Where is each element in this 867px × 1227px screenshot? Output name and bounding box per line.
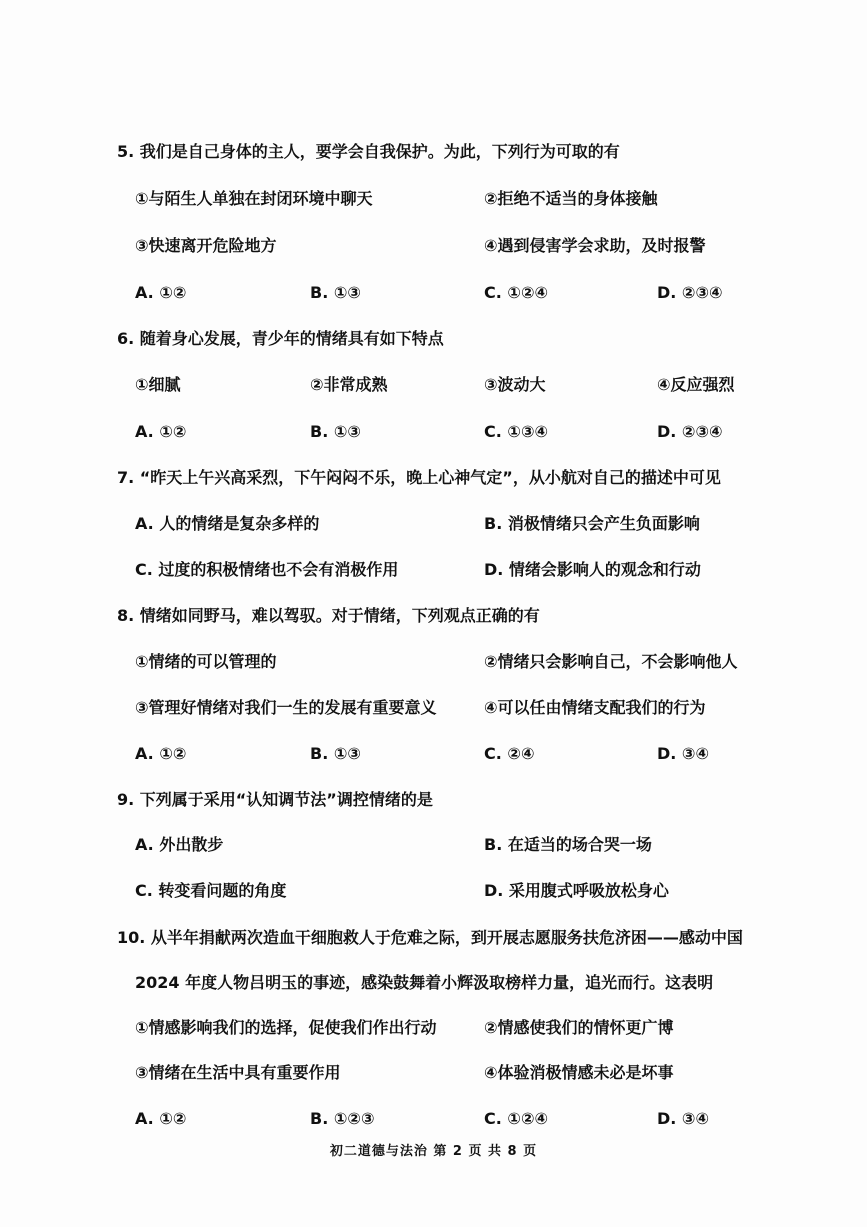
q5-stem: 5. 我们是自己身体的主人，要学会自我保护。为此，下列行为可取的有 [117,142,620,161]
q5-choice-c: C. ①②④ [484,283,549,302]
q6-option-2: ②非常成熟 [310,375,388,394]
q10-stem-continued: 2024 年度人物吕明玉的事迹，感染鼓舞着小辉汲取榜样力量，追光而行。这表明 [135,973,714,992]
q5-option-2: ②拒绝不适当的身体接触 [484,189,658,208]
q6-option-4: ④反应强烈 [657,375,735,394]
q10-option-1: ①情感影响我们的选择，促使我们作出行动 [135,1018,437,1037]
q5-option-3: ③快速离开危险地方 [135,236,277,255]
q10-choice-c: C. ①②④ [484,1109,549,1128]
q6-choice-a: A. ①② [135,422,187,441]
q6-choice-d: D. ②③④ [657,422,723,441]
q8-stem: 8. 情绪如同野马，难以驾驭。对于情绪，下列观点正确的有 [117,606,540,625]
q10-choice-b: B. ①②③ [310,1109,375,1128]
q6-option-1: ①细腻 [135,375,181,394]
q8-choice-b: B. ①③ [310,744,361,763]
q10-option-4: ④体验消极情感未必是坏事 [484,1063,674,1082]
q5-option-1: ①与陌生人单独在封闭环境中聊天 [135,189,373,208]
q8-option-2: ②情绪只会影响自己，不会影响他人 [484,652,738,671]
q5-choice-a: A. ①② [135,283,187,302]
q9-choice-a: A. 外出散步 [135,835,224,854]
page-footer: 初二道德与法治 第 2 页 共 8 页 [329,1144,538,1159]
q7-choice-d: D. 情绪会影响人的观念和行动 [484,560,701,579]
q10-option-2: ②情感使我们的情怀更广博 [484,1018,674,1037]
q7-choice-c: C. 过度的积极情绪也不会有消极作用 [135,560,399,579]
q8-option-4: ④可以任由情绪支配我们的行为 [484,698,706,717]
q5-option-4: ④遇到侵害学会求助，及时报警 [484,236,706,255]
q7-choice-a: A. 人的情绪是复杂多样的 [135,514,320,533]
q6-stem: 6. 随着身心发展，青少年的情绪具有如下特点 [117,329,444,348]
q6-choice-c: C. ①③④ [484,422,549,441]
q7-stem: 7. “昨天上午兴高采烈，下午闷闷不乐，晚上心神气定”，从小航对自己的描述中可见 [117,468,721,487]
q10-stem: 10. 从半年捐献两次造血干细胞救人于危难之际，到开展志愿服务扶危济困——感动中国 [117,928,743,947]
q8-choice-d: D. ③④ [657,744,710,763]
q6-option-3: ③波动大 [484,375,546,394]
q5-choice-d: D. ②③④ [657,283,723,302]
q8-option-3: ③管理好情绪对我们一生的发展有重要意义 [135,698,437,717]
q5-choice-b: B. ①③ [310,283,361,302]
q8-choice-a: A. ①② [135,744,187,763]
q8-choice-c: C. ②④ [484,744,535,763]
q9-choice-c: C. 转变看问题的角度 [135,881,287,900]
q9-choice-b: B. 在适当的场合哭一场 [484,835,652,854]
q9-choice-d: D. 采用腹式呼吸放松身心 [484,881,669,900]
q10-choice-d: D. ③④ [657,1109,710,1128]
q10-option-3: ③情绪在生活中具有重要作用 [135,1063,341,1082]
q6-choice-b: B. ①③ [310,422,361,441]
q10-choice-a: A. ①② [135,1109,187,1128]
q7-choice-b: B. 消极情绪只会产生负面影响 [484,514,700,533]
q8-option-1: ①情绪的可以管理的 [135,652,277,671]
q9-stem: 9. 下列属于采用“认知调节法”调控情绪的是 [117,790,433,809]
